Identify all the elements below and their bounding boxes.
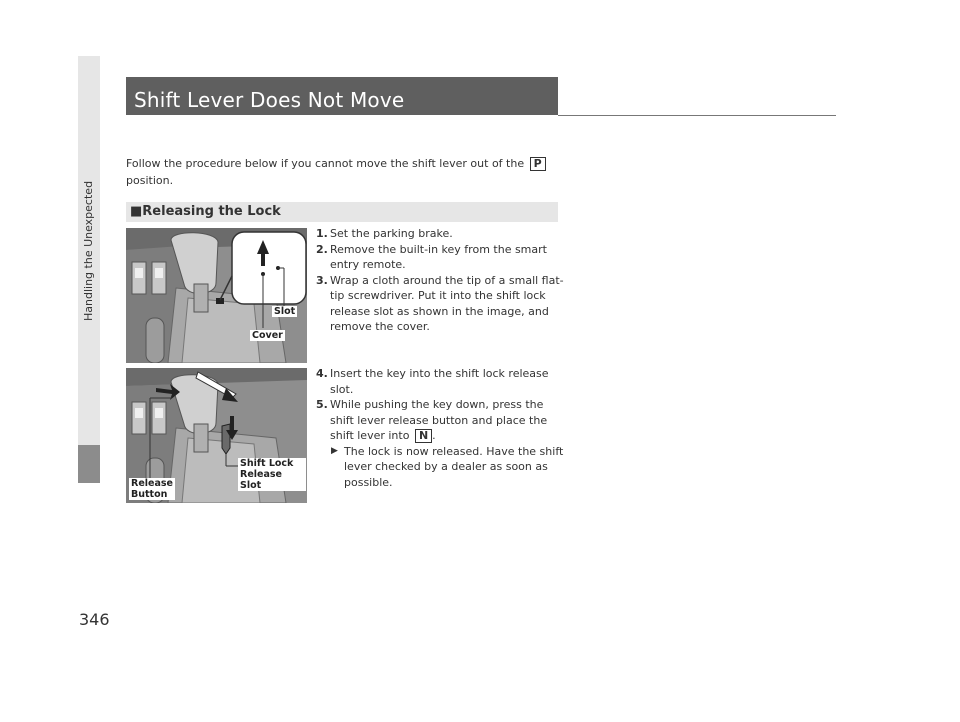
- page-title-bar: [126, 77, 558, 115]
- section-heading: [130, 204, 281, 219]
- step-text-end: .: [432, 429, 436, 442]
- callout-slot: Slot: [274, 306, 296, 317]
- steps-list-1: [316, 226, 564, 335]
- note-text: The lock is now released. Have the shift lever checked by a dealer as soon as possible.: [344, 444, 564, 489]
- page-number: 346: [79, 610, 110, 629]
- gear-key-n: N: [415, 429, 432, 443]
- shift-console-illustration: [126, 228, 307, 363]
- note-arrow-icon: ▶: [331, 445, 338, 456]
- section-heading-bar: [126, 202, 558, 222]
- page-title: Shift Lever Does Not Move: [134, 88, 405, 112]
- figure-key-release: [126, 368, 307, 503]
- step-number: 5.: [316, 398, 328, 411]
- step-item: [316, 226, 564, 242]
- step-text: Remove the built-in key from the smart entry remote.: [330, 242, 547, 271]
- step-text: Set the parking brake.: [330, 227, 453, 240]
- intro-text: Follow the procedure below if you cannot move the shift lever out of the: [126, 157, 525, 170]
- step-text: Insert the key into the shift lock release slot.: [330, 367, 549, 396]
- step-item: [316, 273, 564, 335]
- side-chapter-label: Handling the Unexpected: [82, 180, 95, 321]
- title-rule: [558, 115, 836, 116]
- step-text: While pushing the key down, press the shift lever release button and place the shift lever into: [330, 398, 548, 442]
- section-marker-icon: ■: [130, 204, 143, 219]
- callout-release-button: Release Button: [129, 478, 175, 500]
- gear-key-p: P: [530, 157, 546, 171]
- step-item: [316, 366, 564, 397]
- step-text: Wrap a cloth around the tip of a small flat-tip screwdriver. Put it into the shift lock release slot as shown in the image, and remove the cover.: [330, 273, 564, 333]
- intro-paragraph: [126, 155, 566, 189]
- figure-cover-removal: [126, 228, 307, 363]
- step-item: [316, 242, 564, 273]
- section-title: Releasing the Lock: [142, 204, 281, 219]
- step-number: 3.: [316, 273, 328, 287]
- intro-text-end: position.: [126, 174, 174, 187]
- step-number: 2.: [316, 242, 328, 256]
- callout-shift-lock-release-slot: Shift Lock Release Slot: [238, 458, 306, 491]
- side-tab-marker: [78, 445, 100, 483]
- steps-list-2: [316, 366, 564, 490]
- step-item: [316, 397, 564, 444]
- step-number: 1.: [316, 227, 328, 240]
- callout-cover: Cover: [252, 330, 283, 341]
- step-number: 4.: [316, 367, 328, 380]
- note-item: [316, 444, 564, 491]
